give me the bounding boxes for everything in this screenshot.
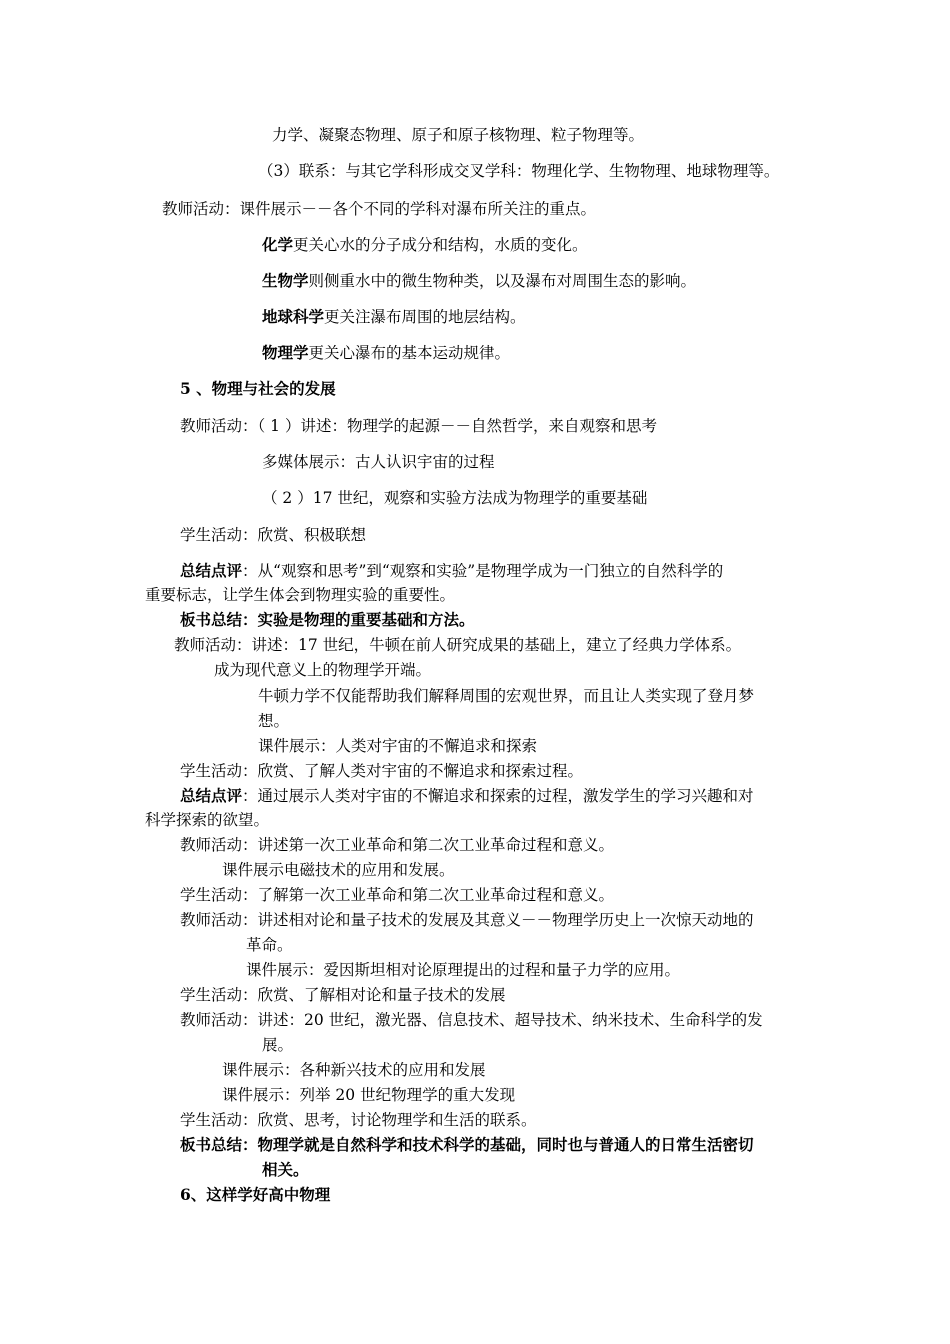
text-line — [262, 271, 696, 291]
bold-term: 总结点评 — [180, 786, 243, 805]
text-line: 教师活动：（ 1 ）讲述：物理学的起源－－自然哲学，来自观察和思考 — [180, 417, 657, 435]
text-line: 展。 — [262, 1036, 294, 1054]
text-span: 更关心水的分子成分和结构，水质的变化。 — [293, 236, 588, 254]
text-span: 更关注瀑布周围的地层结构。 — [324, 308, 526, 326]
text-line — [262, 343, 510, 363]
board-summary: 板书总结：实验是物理的重要基础和方法。 — [180, 610, 475, 629]
text-line: 教师活动：讲述：20 世纪，激光器、信息技术、超导技术、纳米技术、生命科学的发 — [180, 1011, 763, 1029]
text-span: ：从“观察和思考”到“观察和实验”是物理学成为一门独立的自然科学的 — [242, 562, 724, 580]
bold-term: 物理学 — [262, 343, 309, 362]
bold-term: 总结点评 — [180, 561, 243, 580]
text-line: 多媒体展示：古人认识宇宙的过程 — [262, 453, 495, 471]
section-heading: 5 、物理与社会的发展 — [180, 379, 336, 398]
text-line: 教师活动：讲述相对论和量子技术的发展及其意义－－物理学历史上一次惊天动地的 — [180, 911, 754, 929]
text-line: 革命。 — [246, 936, 293, 954]
text-span: ：通过展示人类对宇宙的不懈追求和探索的过程，激发学生的学习兴趣和对 — [242, 787, 754, 805]
text-line: 学生活动：欣赏、了解人类对宇宙的不懈追求和探索过程。 — [180, 762, 584, 780]
text-line — [262, 235, 588, 255]
text-line: 学生活动：了解第一次工业革命和第二次工业革命过程和意义。 — [180, 886, 615, 904]
board-summary: 板书总结：物理学就是自然科学和技术科学的基础，同时也与普通人的日常生活密切 — [180, 1135, 754, 1154]
text-line: 重要标志，让学生体会到物理实验的重要性。 — [145, 586, 456, 604]
bold-term: 生物学 — [262, 271, 309, 290]
text-line: （ 2 ）17 世纪，观察和实验方法成为物理学的重要基础 — [262, 489, 648, 507]
board-summary: 相关。 — [262, 1160, 309, 1179]
text-line: （3）联系：与其它学科形成交叉学科：物理化学、生物物理、地球物理等。 — [258, 162, 780, 180]
text-line: 课件展示：人类对宇宙的不懈追求和探索 — [258, 737, 538, 755]
text-line: 教师活动：讲述：17 世纪，牛顿在前人研究成果的基础上，建立了经典力学体系。 — [174, 636, 742, 654]
text-line: 学生活动：欣赏、了解相对论和量子技术的发展 — [180, 986, 506, 1004]
text-line: 教师活动：讲述第一次工业革命和第二次工业革命过程和意义。 — [180, 836, 615, 854]
text-span: 更关心瀑布的基本运动规律。 — [308, 344, 511, 362]
text-line — [262, 307, 526, 327]
text-line: 科学探索的欲望。 — [145, 811, 270, 829]
text-line: 课件展示：爱因斯坦相对论原理提出的过程和量子力学的应用。 — [246, 961, 681, 979]
text-line: 学生活动：欣赏、思考，讨论物理学和生活的联系。 — [180, 1111, 537, 1129]
text-line: 力学、凝聚态物理、原子和原子核物理、粒子物理等。 — [272, 126, 645, 144]
bold-term: 化学 — [262, 235, 294, 254]
text-span: 则侧重水中的微生物种类，以及瀑布对周围生态的影响。 — [308, 272, 697, 290]
text-line — [180, 561, 723, 581]
text-line — [180, 786, 754, 806]
text-line: 牛顿力学不仅能帮助我们解释周围的宏观世界，而且让人类实现了登月梦 — [258, 687, 755, 705]
text-line: 教师活动：课件展示－－各个不同的学科对瀑布所关注的重点。 — [162, 200, 597, 218]
section-heading: 6、这样学好高中物理 — [180, 1185, 331, 1204]
bold-term: 地球科学 — [262, 307, 325, 326]
text-line: 学生活动：欣赏、积极联想 — [180, 526, 367, 544]
text-line: 课件展示：列举 20 世纪物理学的重大发现 — [222, 1086, 516, 1104]
text-line: 课件展示电磁技术的应用和发展。 — [222, 861, 455, 879]
text-line: 想。 — [258, 712, 290, 730]
text-line: 课件展示：各种新兴技术的应用和发展 — [222, 1061, 486, 1079]
text-line: 成为现代意义上的物理学开端。 — [214, 661, 432, 679]
